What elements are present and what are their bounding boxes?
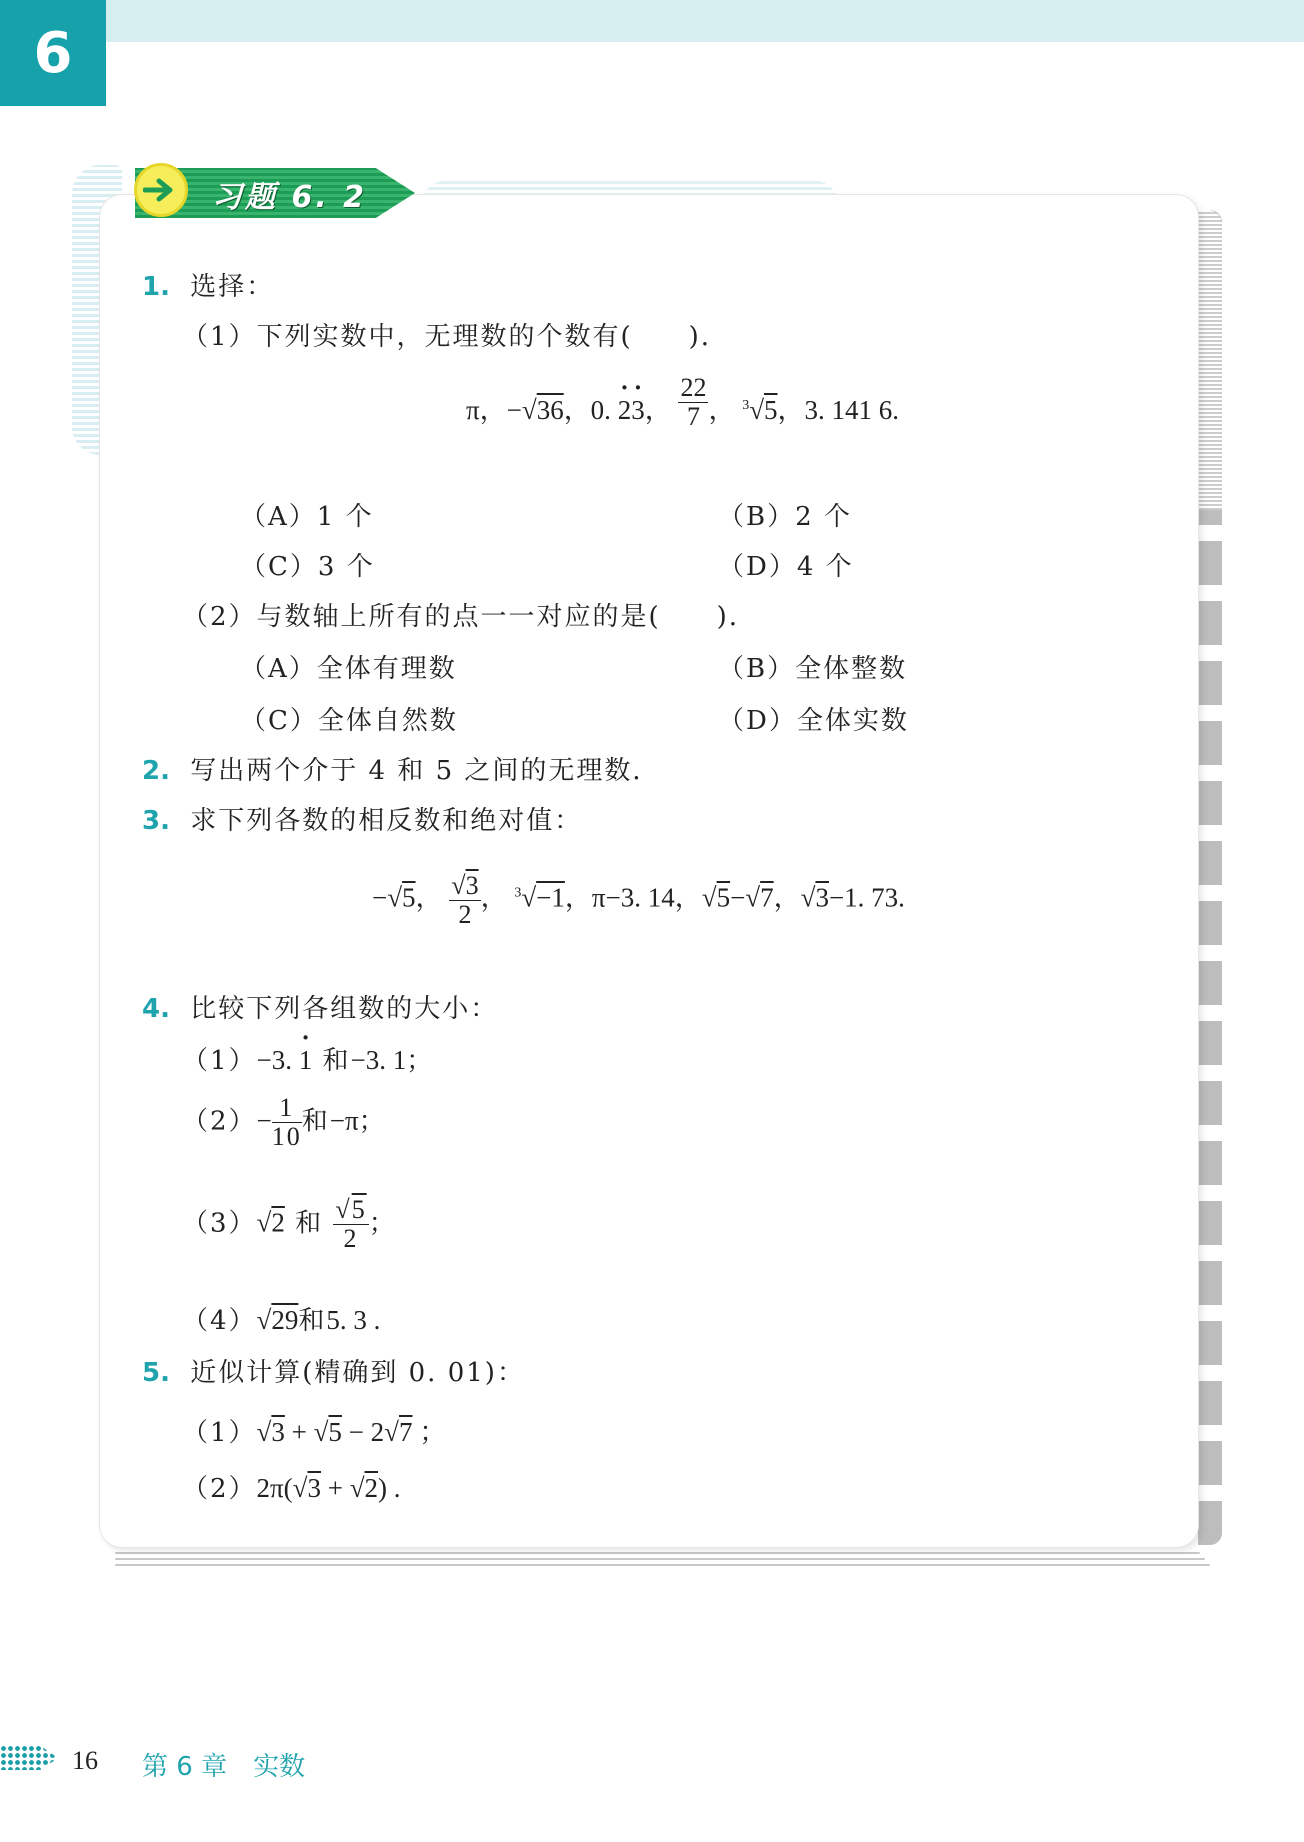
question-text: 比较下列各组数的大小： bbox=[190, 994, 499, 1024]
question-1 bbox=[142, 266, 274, 303]
question-4 bbox=[142, 988, 498, 1025]
dotted-arrow-icon bbox=[0, 1738, 58, 1778]
chapter-label: 第 6 章 实数 bbox=[142, 1752, 306, 1782]
q1-sub2-option-d: （D）全体实数 bbox=[718, 706, 909, 736]
arrow-circle-icon bbox=[134, 163, 188, 217]
q1-numbers-list: π，−√36，0. · 2· 3， $\frac{22}{7}$ ， $^3$√5，3. 141 6. bbox=[466, 388, 899, 431]
sub-label: （1） bbox=[182, 1046, 257, 1076]
top-bar bbox=[105, 0, 1304, 42]
q1-sub1-option-a: （A）1 个 bbox=[240, 502, 374, 532]
sub-label: （4） bbox=[182, 1306, 257, 1336]
question-number: 5. bbox=[142, 1358, 170, 1388]
q1-sub1-option-c: （C）3 个 bbox=[240, 552, 375, 582]
q1-sub1-option-b: （B）2 个 bbox=[718, 502, 852, 532]
card-stack-line bbox=[115, 1564, 1210, 1566]
q1-sub1-option-d: （D）4 个 bbox=[718, 552, 854, 582]
question-text: 选择： bbox=[190, 272, 275, 302]
question-number: 2. bbox=[142, 756, 170, 786]
q1-sub2-option-c: （C）全体自然数 bbox=[240, 706, 458, 736]
question-number: 3. bbox=[142, 806, 170, 836]
question-2 bbox=[142, 750, 660, 787]
question-text: 近似计算(精确到 0. 01)： bbox=[190, 1358, 525, 1388]
exercise-title: 习题 6. 2 bbox=[212, 180, 368, 215]
sub-label: （2） bbox=[182, 1474, 257, 1504]
question-number: 1. bbox=[142, 272, 170, 302]
q4-sub2: （2）− $\frac{1}{10}$ 和−π； bbox=[182, 1093, 387, 1151]
q1-sub2-option-b: （B）全体整数 bbox=[718, 654, 908, 684]
page-edge-lines bbox=[1198, 210, 1222, 510]
q5-sub2: （2）2π(√3 + √2) . bbox=[182, 1473, 401, 1504]
question-3 bbox=[142, 800, 582, 837]
q5-sub1: （1）√3 + √5 − 2√7 ； bbox=[182, 1417, 447, 1448]
card-stack-line bbox=[115, 1552, 1200, 1554]
q4-sub4: （4）√29和5. 3 . bbox=[182, 1305, 381, 1336]
q4-sub1: （1）−3. · 1 和−3. 1； bbox=[182, 1040, 434, 1077]
sub-label: （3） bbox=[182, 1208, 257, 1239]
question-text: 写出两个介于 4 和 5 之间的无理数． bbox=[190, 756, 661, 786]
page-number: 16 bbox=[72, 1746, 98, 1775]
sub-label: （2） bbox=[182, 1106, 257, 1137]
question-text: 求下列各数的相反数和绝对值： bbox=[190, 806, 583, 836]
q1-sub1-text: （1）下列实数中，无理数的个数有( )． bbox=[182, 322, 729, 352]
question-number: 4. bbox=[142, 994, 170, 1024]
q1-sub2-text: （2）与数轴上所有的点一一对应的是( )． bbox=[182, 602, 757, 632]
q3-numbers-list: −√5， $\frac{√3}{2}$ ， $^3$√−1，π−3. 14，√5−√7，√3−1. 73. bbox=[372, 871, 905, 929]
q4-sub3: （3）√2 和 $\frac{√5}{2}$ ； bbox=[182, 1195, 397, 1253]
question-5 bbox=[142, 1352, 525, 1389]
sub-label: （1） bbox=[182, 1418, 257, 1448]
card-stack-line bbox=[115, 1558, 1205, 1560]
chapter-tab: 6 bbox=[0, 0, 106, 106]
q1-sub2-option-a: （A）全体有理数 bbox=[240, 654, 457, 684]
